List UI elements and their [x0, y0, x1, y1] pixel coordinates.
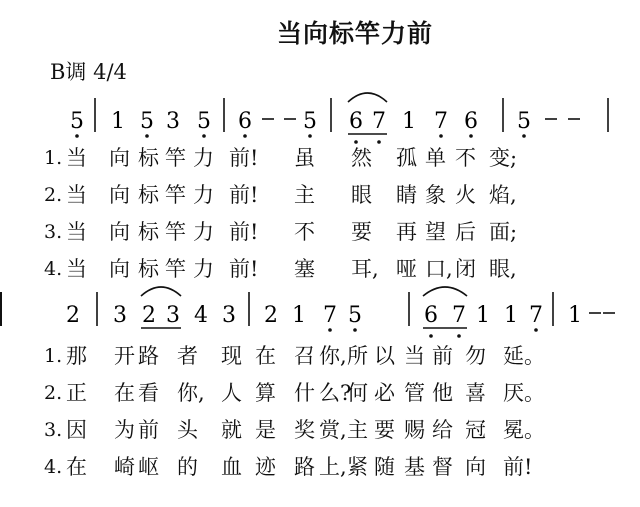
lyric-syllable: 力	[193, 146, 214, 170]
lyric-syllable: 睛	[396, 183, 417, 207]
lyric-syllable: 当	[66, 257, 87, 281]
lyric-syllable: 勿	[465, 344, 486, 368]
lyric-syllable: 要	[351, 220, 372, 244]
verse-number: 3.	[44, 419, 63, 441]
lyric-syllable: 当	[66, 183, 87, 207]
octave-dot	[457, 334, 461, 338]
lyric-syllable: 孤	[396, 146, 417, 170]
octave-dot	[243, 134, 247, 138]
note: 2	[264, 303, 278, 328]
lyric-syllable: 延。	[503, 344, 545, 368]
slur	[348, 93, 387, 102]
lyric-syllable: 向	[109, 183, 130, 207]
lyric-syllable: 在	[114, 381, 135, 405]
lyric-syllable: 前!	[229, 183, 259, 207]
verse-number: 1.	[44, 147, 63, 169]
lyric-syllable: 厌。	[503, 381, 545, 405]
note: 6	[464, 109, 478, 134]
lyric-syllable: 你,	[177, 381, 205, 405]
lyric-syllable: 竿	[165, 146, 186, 170]
lyric-syllable: 塞	[294, 257, 315, 281]
lyric-syllable: 耳,	[351, 257, 379, 281]
lyric-syllable: 在	[255, 344, 276, 368]
note: 6	[349, 109, 363, 134]
lyric-syllable: 的	[177, 455, 198, 479]
lyric-syllable: 竿	[165, 257, 186, 281]
lyric-syllable: 主	[294, 183, 315, 207]
lyric-syllable: 人	[221, 381, 242, 405]
lyric-syllable: 不	[455, 146, 476, 170]
lyric-syllable: 望	[425, 220, 446, 244]
lyric-syllable: 再	[396, 220, 417, 244]
note: 3	[222, 303, 236, 328]
note: 5	[140, 109, 154, 134]
octave-dot	[75, 134, 79, 138]
lyric-syllable: 向	[109, 257, 130, 281]
lyric-syllable: 单	[425, 146, 446, 170]
lyric-syllable: 血	[221, 455, 242, 479]
lyric-syllable: 变;	[489, 146, 518, 170]
lyric-syllable: 面;	[489, 220, 518, 244]
lyric-syllable: 者	[177, 344, 198, 368]
key-signature: B调 4/4	[50, 60, 127, 84]
lyric-syllable: 标	[138, 183, 159, 207]
lyric-syllable: 路	[294, 455, 315, 479]
lyric-syllable: 为	[114, 418, 135, 442]
lyric-syllable: 赏,	[319, 418, 347, 442]
lyric-syllable: 向	[109, 220, 130, 244]
lyric-syllable: 随	[374, 455, 395, 479]
lyric-syllable: 必	[374, 381, 395, 405]
verse-number: 4.	[44, 456, 63, 478]
lyric-syllable: 所	[347, 344, 368, 368]
octave-dot	[429, 334, 433, 338]
lyric-syllable: 虽	[294, 146, 315, 170]
lyric-syllable: 基	[404, 455, 425, 479]
lyric-syllable: 以	[374, 344, 395, 368]
lyric-syllable: 标	[138, 146, 159, 170]
lyric-syllable: 给	[432, 418, 453, 442]
lyric-syllable: 前!	[229, 257, 259, 281]
lyric-syllable: 标	[138, 220, 159, 244]
note: 4	[194, 303, 208, 328]
note: 3	[166, 109, 180, 134]
lyric-syllable: 象	[425, 183, 446, 207]
verse-number: 2.	[44, 382, 63, 404]
lyric-syllable: 在	[66, 455, 87, 479]
lyric-syllable: 标	[138, 257, 159, 281]
note: 7	[372, 109, 386, 134]
lyric-syllable: 迹	[255, 455, 276, 479]
lyric-syllable: 力	[193, 220, 214, 244]
lyric-syllable: 就	[221, 418, 242, 442]
slur	[141, 287, 181, 296]
verse-number: 3.	[44, 221, 63, 243]
octave-dot	[202, 134, 206, 138]
lyric-syllable: 正	[66, 381, 87, 405]
lyric-syllable: 向	[109, 146, 130, 170]
lyric-syllable: 哑	[396, 257, 417, 281]
lyric-syllable: 管	[404, 381, 425, 405]
lyric-syllable: 冕。	[503, 418, 545, 442]
hymn-title: 当向标竿力前	[276, 19, 433, 48]
lyric-syllable: 力	[193, 257, 214, 281]
note: 6	[238, 109, 252, 134]
lyric-syllable: 然	[351, 146, 372, 170]
lyric-syllable: 督	[432, 455, 453, 479]
octave-dot	[354, 140, 358, 144]
lyric-syllable: 头	[177, 418, 198, 442]
octave-dot	[308, 134, 312, 138]
lyric-syllable: 上,	[319, 455, 347, 479]
lyric-syllable: 眼,	[489, 257, 517, 281]
lyric-syllable: 算	[255, 381, 276, 405]
octave-dot	[328, 328, 332, 332]
lyric-syllable: 岖	[138, 455, 159, 479]
note: 1	[476, 303, 490, 328]
note: 1	[504, 303, 518, 328]
lyric-syllable: 奖	[294, 418, 315, 442]
lyric-syllable: 紧	[347, 455, 368, 479]
note: 5	[348, 303, 362, 328]
lyric-syllable: 何	[347, 381, 368, 405]
slur	[423, 287, 467, 296]
note: 5	[70, 109, 84, 134]
octave-dot	[534, 328, 538, 332]
octave-dot	[439, 134, 443, 138]
lyric-syllable: 闭	[455, 257, 476, 281]
octave-dot	[522, 134, 526, 138]
lyric-syllable: 当	[404, 344, 425, 368]
note: 5	[517, 109, 531, 134]
note: 7	[452, 303, 466, 328]
lyric-syllable: 力	[193, 183, 214, 207]
lyric-syllable: 前!	[229, 220, 259, 244]
lyric-syllable: 因	[66, 418, 87, 442]
lyric-syllable: 他	[432, 381, 453, 405]
lyric-syllable: 前!	[503, 455, 533, 479]
lyric-syllable: 竿	[165, 183, 186, 207]
note: 3	[113, 303, 127, 328]
lyric-syllable: 现	[221, 344, 242, 368]
note: 1	[111, 109, 125, 134]
note: 7	[323, 303, 337, 328]
lyric-syllable: 你,	[319, 344, 347, 368]
note: 1	[292, 303, 306, 328]
note: 5	[197, 109, 211, 134]
lyric-syllable: 召	[294, 344, 315, 368]
note: 3	[166, 303, 180, 328]
lyric-syllable: 前!	[229, 146, 259, 170]
note: 5	[303, 109, 317, 134]
lyric-syllable: 眼	[351, 183, 372, 207]
verse-number: 2.	[44, 184, 63, 206]
lyric-syllable: 要	[374, 418, 395, 442]
lyric-syllable: 当	[66, 146, 87, 170]
lyric-syllable: 崎	[114, 455, 135, 479]
lyric-syllable: 那	[66, 344, 87, 368]
note: 1	[568, 303, 582, 328]
lyric-syllable: 不	[294, 220, 315, 244]
lyric-syllable: 后	[455, 220, 476, 244]
verse-number: 4.	[44, 258, 63, 280]
lyric-syllable: 什	[294, 381, 315, 405]
lyric-syllable: 是	[255, 418, 276, 442]
lyric-syllable: 当	[66, 220, 87, 244]
note: 7	[434, 109, 448, 134]
lyric-syllable: 前	[138, 418, 159, 442]
note: 2	[142, 303, 156, 328]
lyric-syllable: 前	[432, 344, 453, 368]
verse-number: 1.	[44, 345, 63, 367]
lyric-syllable: 么?	[319, 381, 352, 405]
octave-dot	[145, 134, 149, 138]
lyric-syllable: 路	[138, 344, 159, 368]
lyric-syllable: 焰,	[489, 183, 517, 207]
lyric-syllable: 冠	[465, 418, 486, 442]
octave-dot	[377, 140, 381, 144]
note: 7	[529, 303, 543, 328]
octave-dot	[353, 328, 357, 332]
lyric-syllable: 向	[465, 455, 486, 479]
octave-dot	[469, 134, 473, 138]
lyric-syllable: 看	[138, 381, 159, 405]
note: 6	[424, 303, 438, 328]
lyric-syllable: 火	[455, 183, 476, 207]
lyric-syllable: 竿	[165, 220, 186, 244]
lyric-syllable: 口,	[425, 257, 453, 281]
note: 2	[66, 303, 80, 328]
lyric-syllable: 喜	[465, 381, 486, 405]
lyric-syllable: 开	[114, 344, 135, 368]
lyric-syllable: 主	[347, 418, 368, 442]
lyric-syllable: 赐	[404, 418, 425, 442]
note: 1	[402, 109, 416, 134]
